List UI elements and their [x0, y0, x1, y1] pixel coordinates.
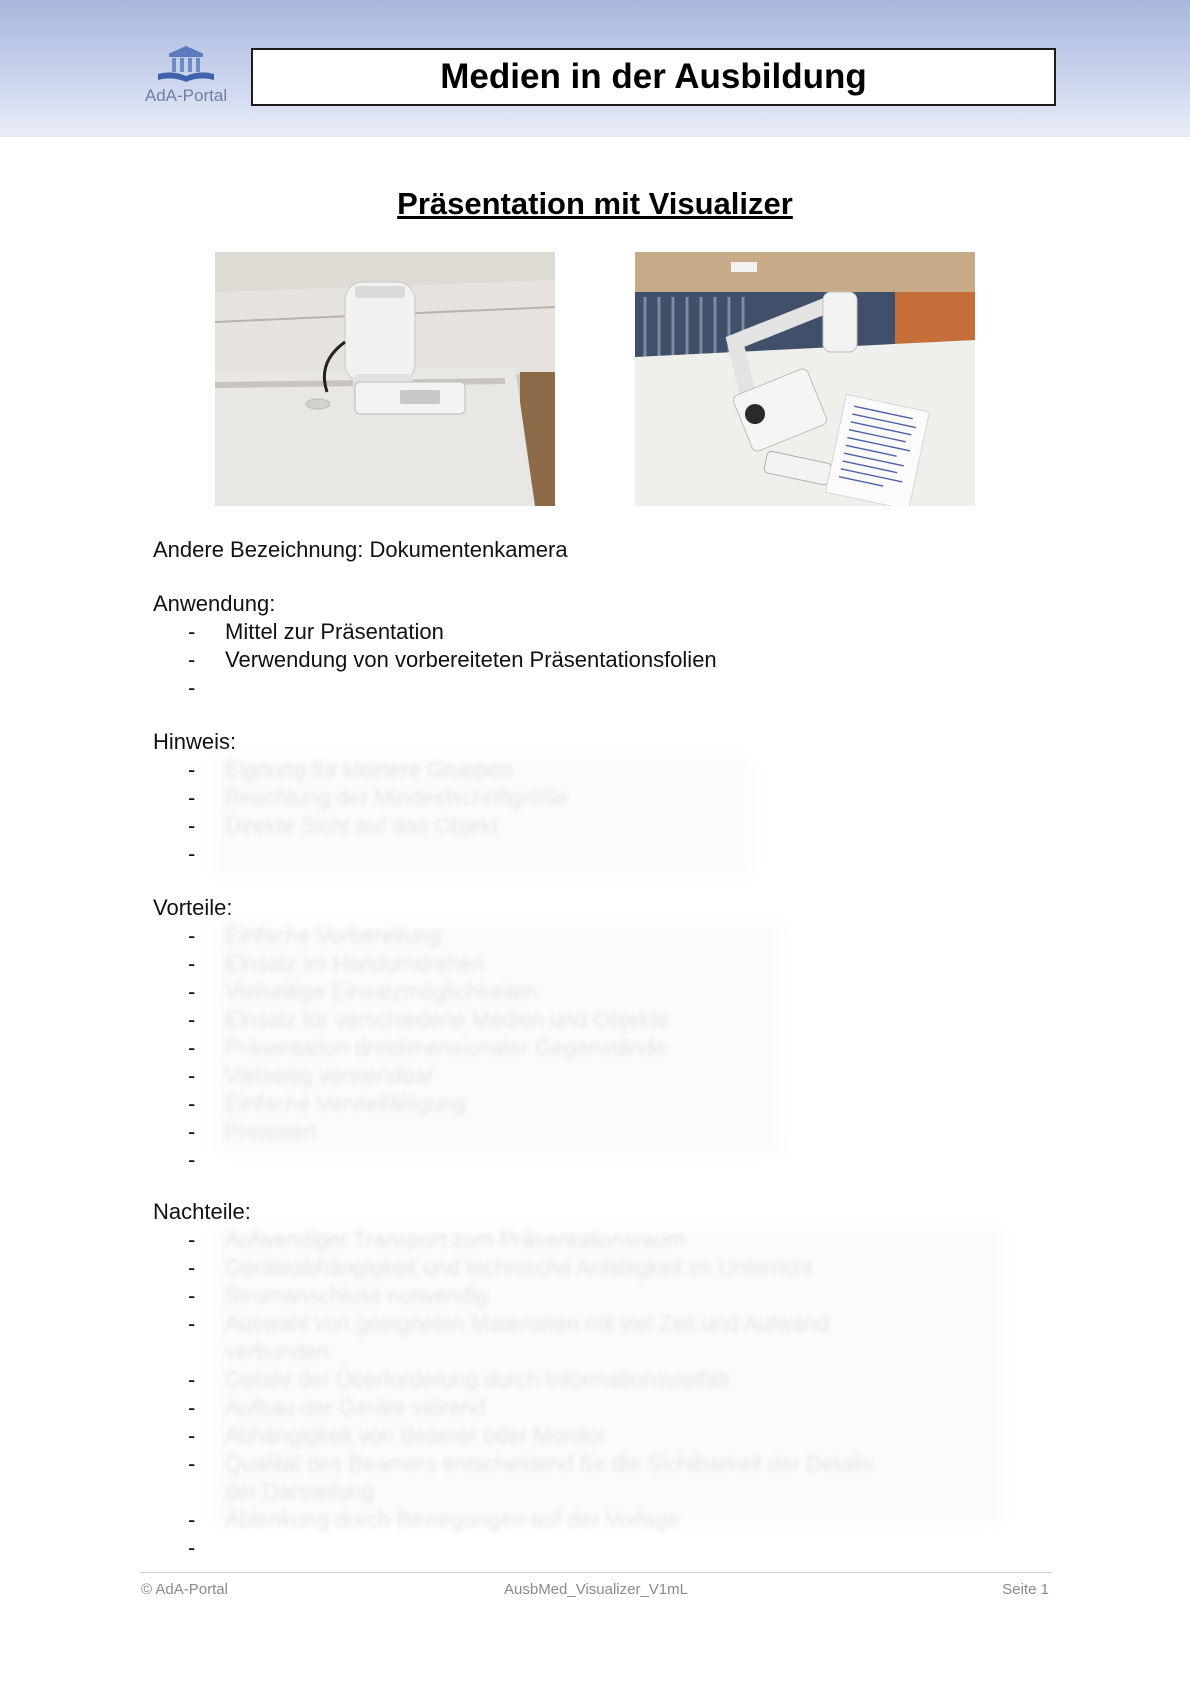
- ada-portal-logo[interactable]: [138, 44, 234, 110]
- page-title: Präsentation mit Visualizer: [397, 186, 793, 221]
- header-title: Medien in der Ausbildung: [251, 48, 1056, 106]
- page-header: [0, 0, 1190, 137]
- page-footer: [140, 1572, 1052, 1603]
- footer-filename: AusbMed_Visualizer_V1mL: [504, 1581, 688, 1598]
- visualizer-photo-front: [215, 252, 555, 506]
- temple-book-icon: [154, 44, 218, 84]
- alt-name-line: Andere Bezeichnung: Dokumentenkamera: [153, 537, 568, 562]
- footer-page-number: Seite 1: [1002, 1581, 1049, 1598]
- visualizer-photo-side: [635, 252, 975, 506]
- section-label-vorteile: Vorteile:: [153, 895, 233, 920]
- footer-copyright: © AdA-Portal: [141, 1581, 228, 1598]
- logo-text: AdA-Portal: [144, 86, 228, 105]
- section-label-nachteile: Nachteile:: [153, 1199, 251, 1224]
- section-label-hinweis: Hinweis:: [153, 729, 237, 754]
- section-label-anwendung: Anwendung:: [153, 591, 276, 616]
